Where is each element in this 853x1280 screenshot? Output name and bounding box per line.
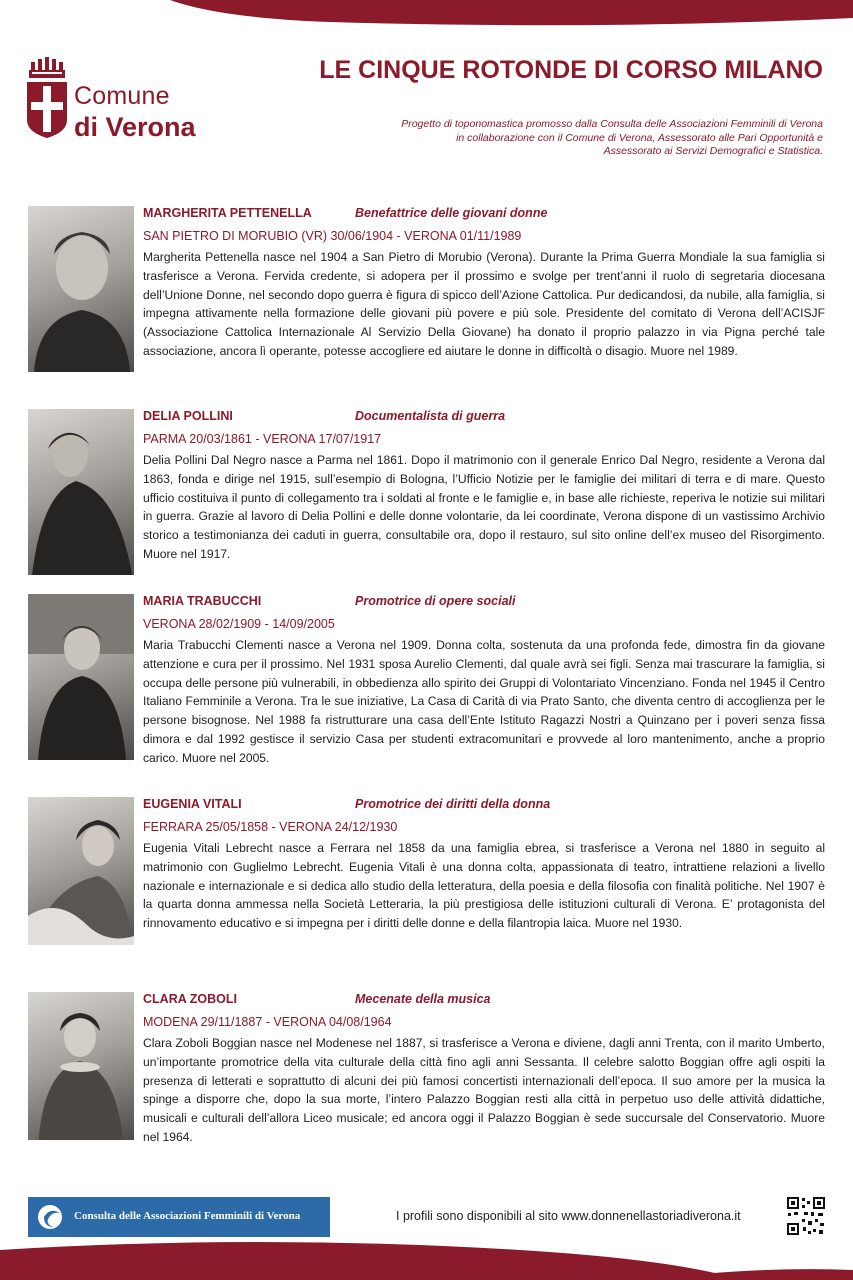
- shield-cross-icon: [27, 82, 67, 138]
- project-subtitle: [303, 118, 823, 159]
- logo-text-comune: Comune: [74, 82, 170, 110]
- person-name: DELIA POLLINI: [143, 409, 233, 423]
- portrait-photo: [28, 206, 134, 372]
- comune-di-verona-logo: [26, 56, 206, 146]
- person-dates: SAN PIETRO DI MORUBIO (VR) 30/06/1904 - VERONA 01/11/1989: [143, 229, 522, 243]
- subtitle-line: in collaborazione con il Comune di Verona, Assessorato alle Pari Opportunità e: [456, 131, 823, 144]
- person-bio: Delia Pollini Dal Negro nasce a Parma nel 1861. Dopo il matrimonio con il generale Enrico Dal Negro, residente a Verona dal 1863, fonda e dirige nel 1915, sull’esempio di Bologna, l’Ufficio Notizie per le famiglie dei militari di terra e di mare. Questo ufficio costituiva il punto di collegamento tra i soldati al fronte e le famiglie e, in base alle richieste, reperiva le notizie sui militari in guerra. Grazie al lavoro di Delia Pollini e delle donne volontarie, da lei coordinate, Verona dispone di un vastissimo Archivio storico a testimonianza dei caduti in guerra, consultabile ora, dopo il restauro, sul sito online dell’ex museo del Risorgimento. Muore nel 1917.: [143, 453, 825, 561]
- person-role: Promotrice di opere sociali: [355, 594, 516, 608]
- portrait-photo: [28, 797, 134, 945]
- logo-text-di-verona: di Verona: [74, 112, 196, 142]
- subtitle-line: Assessorato ai Servizi Demografici e Statistica.: [603, 145, 823, 157]
- person-name: EUGENIA VITALI: [143, 797, 242, 811]
- person-bio: Eugenia Vitali Lebrecht nasce a Ferrara nel 1858 da una famiglia ebrea, si trasferisce a Verona nel 1880 in seguito al matrimonio con Guglielmo Lebrecht. Eugenia Vitali è una donna colta, appassionata di teatro, intrattiene relazioni a livello nazionale e internazionale e si dedica allo studio della letteratura, della poesia e della filosofia con finalità politiche. Nel 1907 è la quarta donna ammessa nella Società Letteraria, la più prestigiosa delle istituzioni culturali di Verona. E’ protagonista del rinnovamento educativo e si impegna per i diritti delle donne e della filantropia laica. Muore nel 1930.: [143, 841, 825, 931]
- person-dates: MODENA 29/11/1887 - VERONA 04/08/1964: [143, 1015, 392, 1029]
- person-role: Benefattrice delle giovani donne: [355, 206, 548, 220]
- person-role: Mecenate della musica: [355, 992, 491, 1006]
- subtitle-line: Progetto di toponomastica promosso dalla Consulta delle Associazioni Femminili di Verona: [401, 118, 823, 130]
- qr-code-icon: [786, 1196, 826, 1236]
- portrait-photo: [28, 409, 134, 575]
- person-name: MARGHERITA PETTENELLA: [143, 206, 312, 220]
- person-bio: Margherita Pettenella nasce nel 1904 a San Pietro di Morubio (Verona). Durante la Prima Guerra Mondiale la sua famiglia si trasferisce a Verona. Fervida credente, si adopera per il prossimo e svolge per trent’anni il ruolo di segretaria diocesana dell’Unione Donne, nel secondo dopo guerra è figura di spicco dell’Azione Cattolica. Pur dedicandosi, da nubile, alla famiglia, si impegna attivamente nella formazione delle giovani più povere e più sole. Presidente del comitato di Verona dell’ACISJF (Associazione Cattolica Internazionale Al Servizio Della Giovane) ha donato il proprio palazzo in via Pigna perché tale associazione, ancora lì operante, potesse accogliere ed aiutare le donne in difficoltà o disagio. Muore nel 1989.: [143, 250, 825, 358]
- person-bio: Clara Zoboli Boggian nasce nel Modenese nel 1887, si trasferisce a Verona e diviene, dagli anni Trenta, con il marito Umberto, un’importante promotrice della vita culturale della città fino agli anni Sessanta. Il celebre salotto Boggian offre agli ospiti la presenza di letterati e soprattutto di alcuni dei più famosi concertisti internazionali dell’epoca. Il suo amore per la musica la spinge a disporre che, dopo la sua morte, l’intero Palazzo Boggian resti alla città in perpetuo uso delle attività didattiche, musicali e culturali dell’allora Liceo musicale; ed ancora oggi il Palazzo Boggian è sede succursale del Conservatorio. Muore nel 1964.: [143, 1036, 825, 1144]
- person-name: MARIA TRABUCCHI: [143, 594, 262, 608]
- top-decorative-band: [0, 0, 853, 40]
- website-note: I profili sono disponibili al sito www.donnenellastoriadiverona.it: [396, 1209, 741, 1223]
- person-dates: VERONA 28/02/1909 - 14/09/2005: [143, 617, 335, 631]
- consulta-label: Consulta delle Associazioni Femminili di Verona: [74, 1210, 301, 1222]
- portrait-photo: [28, 594, 134, 760]
- crown-icon: [26, 56, 68, 80]
- consulta-emblem-icon: [36, 1203, 66, 1231]
- page-title: LE CINQUE ROTONDE DI CORSO MILANO: [319, 56, 823, 84]
- person-bio: Maria Trabucchi Clementi nasce a Verona nel 1909. Donna colta, sostenuta da una profonda fede, dimostra fin da giovane attenzione e cura per il prossimo. Nel 1931 sposa Aurelio Clementi, dal quale avrà sei figli. Senza mai trascurare la famiglia, si occupa delle persone più vulnerabili, in obbedienza allo spirito dei Gruppi di Volontariato Vincenziano. Fonda nel 1945 il Centro Italiano Femminile a Verona. Tra le sue iniziative, La Casa di Carità di via Prato Santo, che diventa centro di accoglienza per le persone bisognose. Nel 1988 fa ristrutturare una casa dell’Ente Istituto Ragazzi Nostri a Quinzano per i poveri senza fissa dimora e dal 1992 gestisce il servizio Casa per studenti extracomunitari e provvede al loro mantenimento, anche a proprio carico. Muore nel 2005.: [143, 638, 825, 765]
- portrait-photo: [28, 992, 134, 1140]
- person-dates: PARMA 20/03/1861 - VERONA 17/07/1917: [143, 432, 382, 446]
- person-role: Promotrice dei diritti della donna: [355, 797, 551, 811]
- person-dates: FERRARA 25/05/1858 - VERONA 24/12/1930: [143, 820, 398, 834]
- consulta-logo-banner: [28, 1197, 330, 1237]
- person-role: Documentalista di guerra: [355, 409, 506, 423]
- bottom-decorative-band: [0, 1236, 853, 1280]
- person-name: CLARA ZOBOLI: [143, 992, 237, 1006]
